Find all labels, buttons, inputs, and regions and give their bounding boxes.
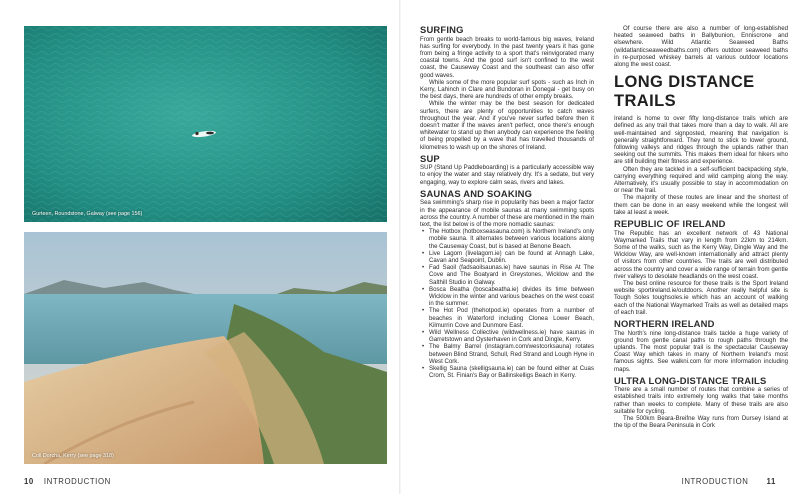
saunas-intro: Sea swimming's sharp rise in popularity has been a major factor in the appearance of mobile saunas at many swimming spots across the country. A number of these are mentioned in the main text, the list below is of the more nomadic saunas: [420,199,594,228]
surfing-paragraph-1: From gentle beach breaks to world-famous big waves, Ireland has surfing for everybody. In the past twenty years it has gone from being a fringe activity to a sport that's reinvigorated many coastal towns. And the good surf isn't confined to the west coast, the Causeway Coast and the southeast can also offer good waves. [420,35,594,79]
list-item: • The Hotbox (hotboxseasauna.com) is Northern Ireland's only mobile sauna. It alternates between various locations along the Causeway Coast, but is based at Benone Beach. [429,228,594,250]
heading-northern-ireland: NORTHERN IRELAND [614,318,715,329]
trails-paragraph-1: Ireland is home to over fifty long-distance trails which are defined as any trail that takes more than a day to walk. All are well-maintained and signposted, meaning that navigation is generally straightforward. They tend to stick to lower ground, following valleys and ridges through the uplands rather than seeking out the summits. This makes them ideal for hikers who are still building their fitness and experience. [614,115,788,166]
photo-surfer-aerial [24,26,387,222]
sauna-list [420,228,594,379]
list-item: • Wild Wellness Collective (wildwellness.ie) have saunas in Garretstown and Oysterhaven in Cork and Dingle, Kerry. [429,329,594,343]
heading-saunas: SAUNAS AND SOAKING [420,187,533,199]
list-item: • Skellig Sauna (skelligsauna.ie) can be found either at Cuas Crom, St. Finian's Bay or Ballinskelligs Beach in Kerry. [429,365,594,379]
sup-paragraph: SUP (Stand Up Paddleboarding) is a particularly accessible way to enjoy the water and stay relatively dry. It's a sedate, but very engaging, way to explore calm seas, rivers and lakes. [420,164,594,186]
ultra-paragraph-2: The 500km Beara-Breifne Way runs from Dursey Island at the tip of the Beara Peninsula in Cork [614,415,788,430]
beach-landscape-image [24,232,387,464]
heading-sup: SUP [420,152,440,164]
text-column-right [614,25,788,429]
right-page-footer [682,477,776,486]
surfing-paragraph-2: While some of the more popular surf spots - such as Inch in Kerry, Lahinch in Clare and Bundoran in Donegal - get busy on the best days, there are hundreds of other empty breaks. [420,78,594,101]
text-column-left [420,25,594,379]
heading-long-distance-trails: LONG DISTANCE TRAILS [614,73,755,111]
right-page-number: 11 [766,477,776,486]
list-item: • Bosca Beatha (boscabeatha.ie) divides its time between Wicklow in the winter and various beaches on the west coast in the summer. [429,286,594,308]
list-item: • Fad Saoil (fadsaoilsaunas.ie) have saunas in Rise At The Cove and The Boatyard in Greystones, Wicklow and the Salthill Studio in Galway. [429,264,594,286]
left-page-footer [24,477,111,486]
roi-paragraph-1: The Republic has an excellent network of 43 National Waymarked Trails that vary in length from 22km to 214km. Some of the walks, such as the Kerry Way, Dingle Way and the Wicklow Way, are well-known internationally and attract plenty of visitors from other countries. The trails are well distributed across the country and cover a wide range of terrain from gentle river valleys to desolate headlands on the west coast. [614,229,788,280]
list-item: • Live Lagom (livelagom.ie) can be found at Annagh Lake, Cavan and Seapoint, Dublin. [429,250,594,264]
left-page-number: 10 [24,477,34,486]
photo-top-caption: Gurteen, Roundstone, Galway (see page 156) [32,211,143,217]
ni-paragraph: The North's nine long-distance trails tackle a huge variety of ground from gentle canal paths to rough paths through the uplands. The most popular trail is the spectacular Causeway Coast Way which takes in many of Northern Ireland's most famous sights. See walkni.com for more information including maps. [614,329,788,373]
surfing-paragraph-3: While the winter may be the best season for dedicated surfers, there are plenty of opportunities to catch waves throughout the year. And if you've never surfed before then it doesn't matter if the waves aren't perfect, once there's enough whitewater to stand up then anybody can experience the feeling of being propelled by a wave that has travelled thousands of kilometres to wash up on the shores of Ireland. [420,100,594,151]
roi-paragraph-2: The best online resource for these trails is the Sport Ireland website sportireland.ie/outdoors. Another really helpful site is Tough Soles toughsoles.ie which has an account of walking each of the National Waymarked Trails as well as detailed maps of each trail. [614,279,788,316]
trails-paragraph-2: Often they are tackled in a self-sufficient backpacking style, carrying everything required and wild camping along the way. Alternatively, it's usually possible to stay in accommodation on or near the trail. [614,165,788,195]
page-gutter [399,0,401,494]
list-item: • The Balmy Barrel (instagram.com/westcorksauna) rotates between Blind Strand, Schull, Red Strand and Lough Hyne in West Cork. [429,343,594,365]
left-running-head: INTRODUCTION [43,477,111,486]
sea-aerial-image [24,26,387,222]
seaweed-paragraph: Of course there are also a number of long-established heated seaweed baths in Ballybunion, Enniscrone and elsewhere. Wild Atlantic Seaweed Baths (wildatlanticseaweedbaths.com) offers outdoor seaweed baths in re-purposed whiskey barrels at various outdoor locations along the west coast. [614,25,788,69]
photo-bottom-caption: Coll Dorcha, Kerry (see page 318) [32,453,114,459]
heading-ultra-trails: ULTRA LONG-DISTANCE TRAILS [614,374,767,386]
list-item: • The Hot Pod (thehotpod.ie) operates from a number of beaches in Waterford including Clonea Lower Beach, Kilmurrin Cove and Dunmore East. [429,307,594,329]
heading-republic-of-ireland: REPUBLIC OF IRELAND [614,218,726,230]
trails-paragraph-3: The majority of these routes are linear and the shortest of them can be done in an easy weekend while the longest will take at least a week. [614,194,788,216]
right-running-head: INTRODUCTION [681,477,749,486]
photo-beach-landscape [24,232,387,464]
ultra-paragraph-1: There are a small number of routes that combine a series of established trails into extremely long walks that take months rather than weeks to complete. Many of these trails are also suitable for cycling. [614,386,788,415]
heading-surfing: SURFING [420,24,464,35]
